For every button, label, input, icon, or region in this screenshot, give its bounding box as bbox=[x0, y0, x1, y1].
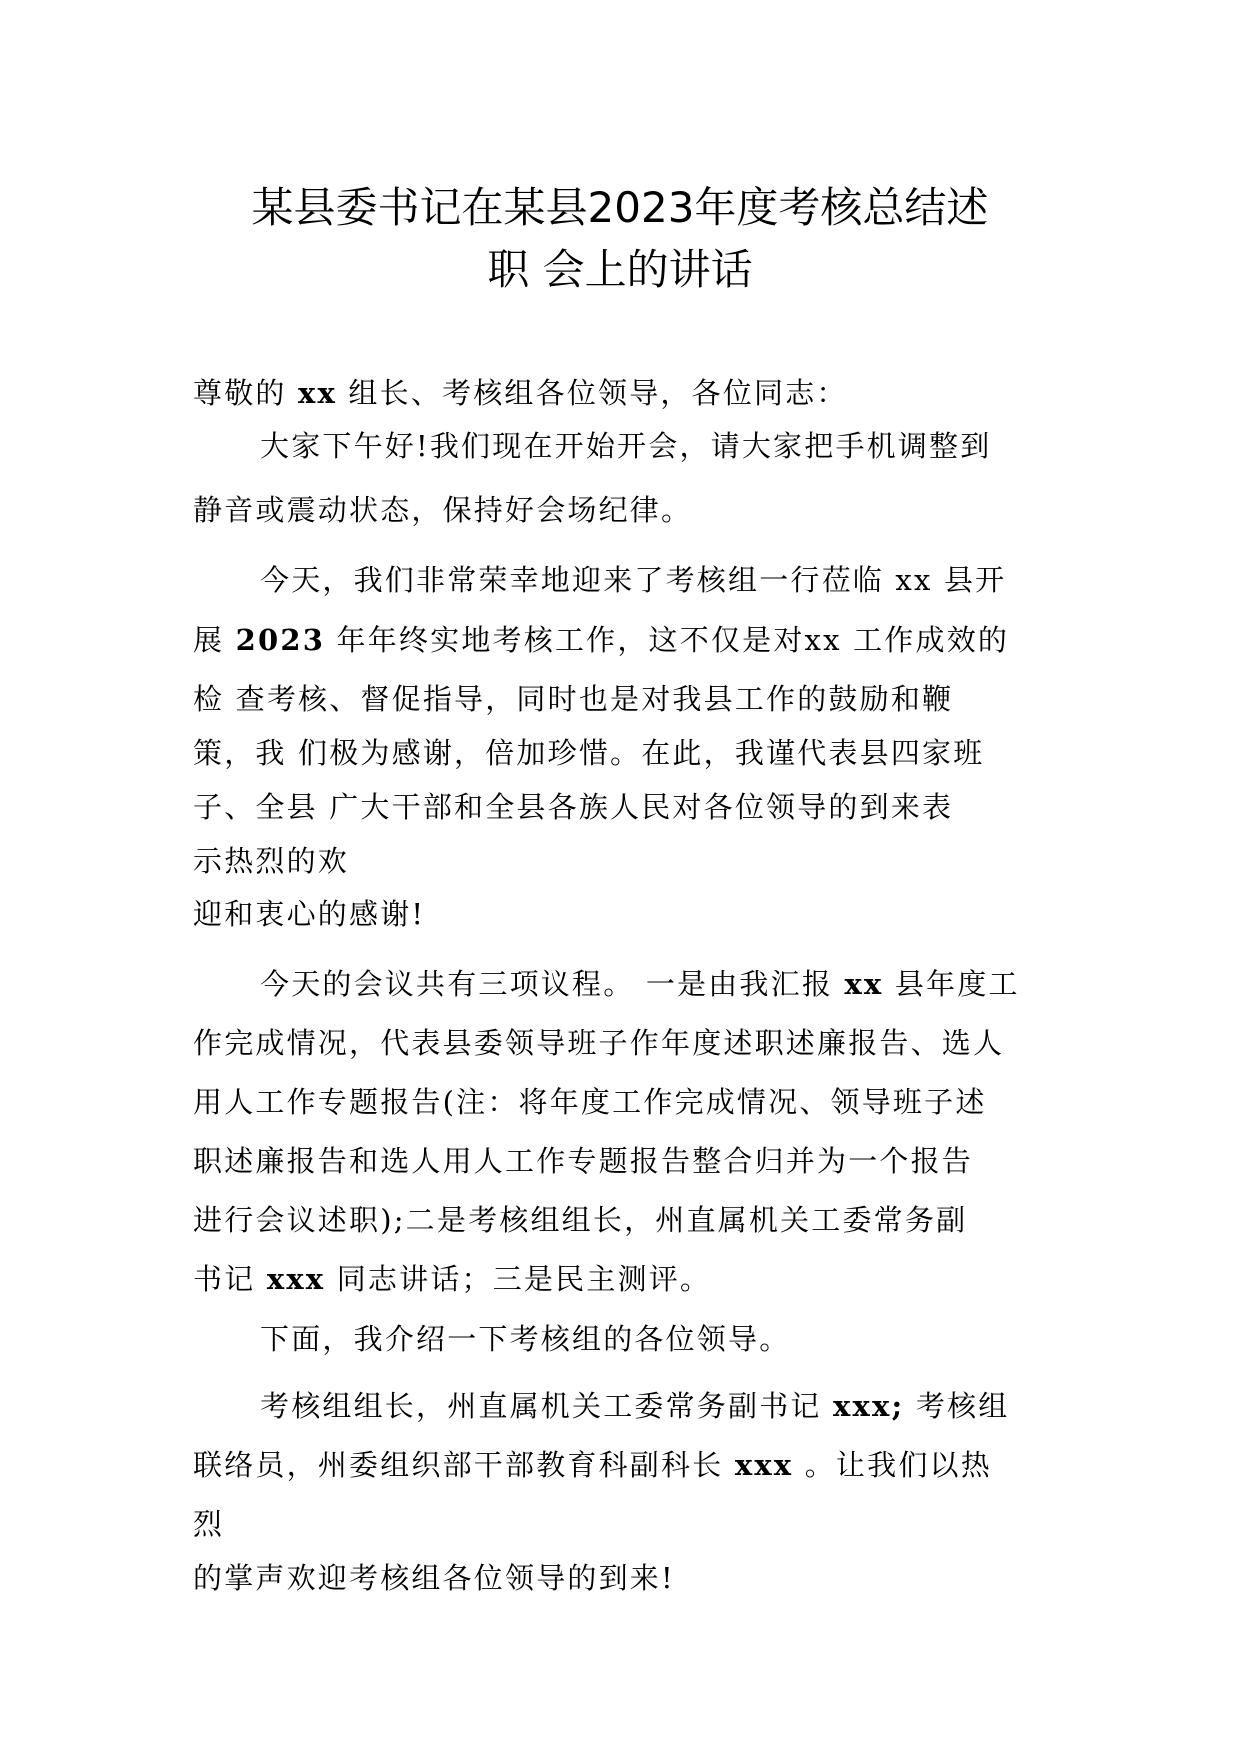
p5-line-3: 烈 bbox=[193, 1507, 225, 1541]
p5-line-1-pre: 考核组组长，州直属机关工委常务副书记 bbox=[260, 1389, 834, 1423]
p2-line-2-post: 年年终实地考核工作，这不仅是对xx 工作成效的 bbox=[325, 623, 1010, 657]
greeting-name: xx bbox=[298, 376, 338, 410]
p3-line-2: 作完成情况，代表县委领导班子作年度述职述廉报告、选人 bbox=[193, 1026, 1005, 1060]
year-value: 2023 bbox=[235, 623, 326, 657]
p5-line-2-pre: 联络员，州委组织部干部教育科副科长 bbox=[193, 1448, 735, 1482]
p2-line-4: 策，我 们极为感谢，倍加珍惜。在此，我谨代表县四家班 bbox=[193, 736, 985, 770]
p2-line-7: 迎和衷心的感谢! bbox=[193, 897, 426, 931]
p1-line-2: 静音或震动状态，保持好会场纪律。 bbox=[193, 493, 693, 527]
p3-line-1-post: 县年度工 bbox=[883, 967, 1020, 1001]
p2-line-1: 今天，我们非常荣幸地迎来了考核组一行莅临 xx 县开 bbox=[260, 563, 1007, 597]
p2-line-2 bbox=[193, 623, 1010, 657]
p5-line-4: 的掌声欢迎考核组各位领导的到来! bbox=[193, 1561, 675, 1595]
p5-leader-name: xxx; bbox=[833, 1389, 905, 1423]
p4-line-1: 下面，我介绍一下考核组的各位领导。 bbox=[260, 1322, 791, 1356]
p5-line-2-post: 。让我们以热 bbox=[793, 1448, 992, 1482]
greeting-pre: 尊敬的 bbox=[193, 376, 299, 410]
document-title-line-1: 某县委书记在某县2023年度考核总结述 bbox=[251, 183, 989, 232]
p3-line-6-post: 同志讲话；三是民主测评。 bbox=[325, 1262, 712, 1296]
p3-line-4: 职述廉报告和选人用人工作专题报告整合归并为一个报告 bbox=[193, 1144, 974, 1178]
p3-county-name: xx bbox=[844, 967, 884, 1001]
p3-leader-name: xxx bbox=[266, 1262, 326, 1296]
p2-line-6: 示热烈的欢 bbox=[193, 844, 350, 878]
p3-line-6 bbox=[193, 1262, 712, 1296]
p3-line-6-pre: 书记 bbox=[193, 1262, 267, 1296]
p2-line-2-pre: 展 bbox=[193, 623, 236, 657]
p5-line-1-post: 考核组 bbox=[904, 1389, 1010, 1423]
greeting-post: 组长、考核组各位领导，各位同志： bbox=[337, 376, 848, 410]
p2-line-5: 子、全县 广大干部和全县各族人民对各位领导的到来表 bbox=[193, 790, 954, 824]
document-title-line-2: 职 会上的讲话 bbox=[487, 245, 753, 294]
p1-line-1: 大家下午好!我们现在开始开会，请大家把手机调整到 bbox=[260, 429, 992, 463]
p3-line-1-pre: 今天的会议共有三项议程。 一是由我汇报 bbox=[260, 967, 845, 1001]
p2-line-3: 检 查考核、督促指导，同时也是对我县工作的鼓励和鞭 bbox=[193, 682, 954, 716]
p5-line-1 bbox=[260, 1389, 1010, 1423]
p5-liaison-name: xxx bbox=[734, 1448, 794, 1482]
p3-line-1 bbox=[260, 967, 1020, 1001]
p3-line-5: 进行会议述职);二是考核组组长，州直属机关工委常务副 bbox=[193, 1203, 968, 1237]
p3-line-3: 用人工作专题报告(注：将年度工作完成情况、领导班子述 bbox=[193, 1085, 987, 1119]
greeting bbox=[193, 376, 848, 410]
p5-line-2 bbox=[193, 1448, 992, 1482]
